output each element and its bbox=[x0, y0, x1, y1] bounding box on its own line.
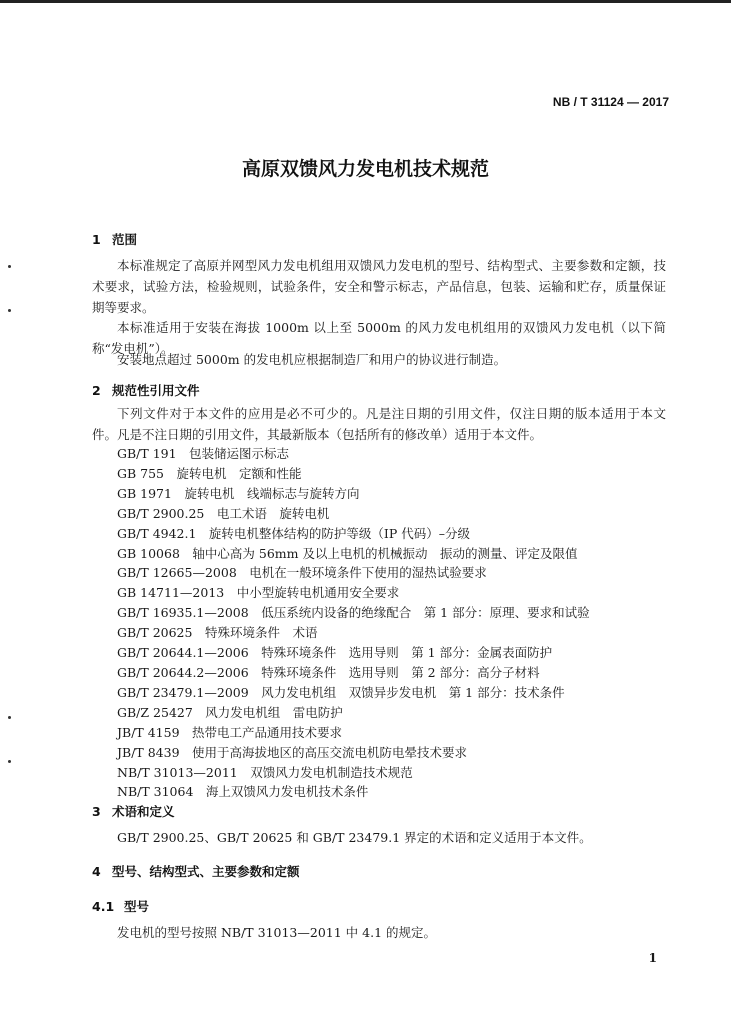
scan-speck bbox=[8, 265, 11, 268]
reference-item: GB/T 20644.1—2006 特殊环境条件 选用导则 第 1 部分：金属表面防护 bbox=[117, 645, 553, 661]
paragraph: 安装地点超过 5000m 的发电机应根据制造厂和用户的协议进行制造。 bbox=[117, 352, 507, 367]
reference-item: GB 10068 轴中心高为 56mm 及以上电机的机械振动 振动的测量、评定及限值 bbox=[117, 545, 578, 561]
section-title: 术语和定义 bbox=[112, 804, 175, 819]
paragraph: 发电机的型号按照 NB/T 31013—2011 中 4.1 的规定。 bbox=[117, 925, 436, 940]
reference-item: GB/Z 25427 风力发电机组 雷电防护 bbox=[117, 704, 343, 720]
reference-item: GB 1971 旋转电机 线端标志与旋转方向 bbox=[117, 485, 360, 501]
section-3-heading bbox=[92, 802, 175, 820]
section-2-heading bbox=[92, 381, 200, 399]
reference-item: GB/T 191 包装储运图示标志 bbox=[117, 446, 290, 461]
reference-item: NB/T 31064 海上双馈风力发电机技术条件 bbox=[117, 784, 369, 800]
reference-item: GB/T 16935.1—2008 低压系统内设备的绝缘配合 第 1 部分：原理、要求和试验 bbox=[117, 605, 590, 621]
document-title: 高原双馈风力发电机技术规范 bbox=[241, 158, 489, 180]
reference-item: GB/T 4942.1 旋转电机整体结构的防护等级（IP 代码）–分级 bbox=[117, 525, 471, 541]
paragraph: 本标准适用于安装在海拔 1000m 以上至 5000m 的风力发电机组用的双馈风力发电机（以下简称“发电机”）。 bbox=[92, 320, 666, 356]
top-border bbox=[0, 0, 731, 3]
paragraph: 下列文件对于本文件的应用是必不可少的。凡是注日期的引用文件，仅注日期的版本适用于本文件。凡是不注日期的引用文件，其最新版本（包括所有的修改单）适用于本文件。 bbox=[92, 406, 666, 442]
paragraph: 本标准规定了高原并网型风力发电机组用双馈风力发电机的型号、结构型式、主要参数和定额，技术要求，试验方法，检验规则，试验条件，安全和警示标志，产品信息，包装、运输和贮存，质量保证期等要求。 bbox=[92, 258, 666, 315]
scan-speck bbox=[8, 716, 11, 719]
reference-item: JB/T 4159 热带电工产品通用技术要求 bbox=[117, 724, 343, 740]
reference-item: GB 755 旋转电机 定额和性能 bbox=[117, 465, 302, 481]
reference-list bbox=[117, 444, 590, 802]
section-1-heading bbox=[92, 230, 137, 248]
section-title: 规范性引用文件 bbox=[112, 383, 200, 398]
section-4-heading bbox=[92, 862, 300, 880]
reference-item: GB 14711—2013 中小型旋转电机通用安全要求 bbox=[117, 585, 400, 601]
reference-item: GB/T 2900.25 电工术语 旋转电机 bbox=[117, 505, 330, 521]
section-number: 4.1 bbox=[92, 899, 115, 914]
section-number: 4 bbox=[92, 864, 101, 879]
section-number: 1 bbox=[92, 232, 101, 247]
reference-item: GB/T 12665—2008 电机在一般环境条件下使用的湿热试验要求 bbox=[117, 565, 487, 581]
reference-item: GB/T 20644.2—2006 特殊环境条件 选用导则 第 2 部分：高分子材料 bbox=[117, 664, 540, 680]
section-title: 型号 bbox=[124, 899, 150, 914]
section-number: 3 bbox=[92, 804, 101, 819]
reference-item: JB/T 8439 使用于高海拔地区的高压交流电机防电晕技术要求 bbox=[117, 744, 468, 760]
reference-item: GB/T 23479.1—2009 风力发电机组 双馈异步发电机 第 1 部分：技术条件 bbox=[117, 684, 565, 700]
section-number: 2 bbox=[92, 383, 101, 398]
section-title: 型号、结构型式、主要参数和定额 bbox=[112, 864, 300, 879]
reference-item: GB/T 20625 特殊环境条件 术语 bbox=[117, 625, 318, 641]
scan-speck bbox=[8, 760, 11, 763]
page-number: 1 bbox=[648, 951, 657, 965]
section-title: 范围 bbox=[112, 232, 138, 247]
reference-item: NB/T 31013—2011 双馈风力发电机制造技术规范 bbox=[117, 764, 413, 780]
standard-number: NB / T 31124 — 2017 bbox=[552, 95, 669, 109]
scan-speck bbox=[8, 309, 11, 312]
subsection-4-1-heading bbox=[92, 897, 149, 915]
paragraph: GB/T 2900.25、GB/T 20625 和 GB/T 23479.1 界定的术语和定义适用于本文件。 bbox=[117, 830, 592, 845]
